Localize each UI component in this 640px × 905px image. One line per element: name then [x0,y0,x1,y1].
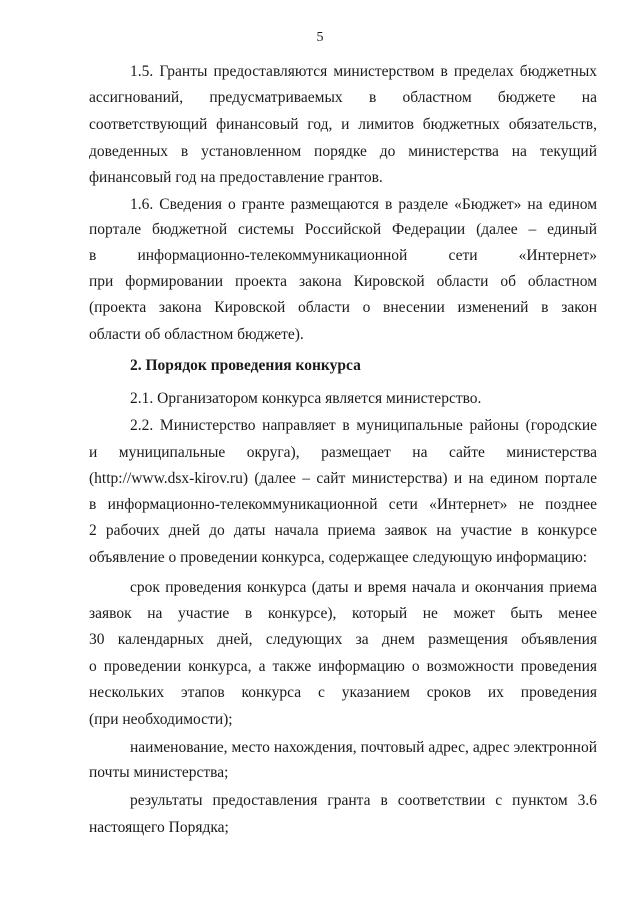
text-line: результаты предоставления гранта в соответствии с пунктом 3.6 [130,792,597,809]
text-line: доведенных в установленном порядке до министерства на текущий [89,143,597,160]
text-line: в информационно-телекоммуникационной сети «Интернет» [89,247,597,264]
text-line: при формировании проекта закона Кировской области об областном [89,273,597,290]
text-line: настоящего Порядка; [89,819,229,836]
text-line: 1.5. Гранты предоставляются министерством в пределах бюджетных [130,63,597,80]
text-line: почты министерства; [89,764,229,781]
text-line: объявление о проведении конкурса, содержащее следующую информацию: [89,549,588,566]
text-line: 1.6. Сведения о гранте размещаются в разделе «Бюджет» на едином [130,196,597,213]
text-line: о проведении конкурса, а также информацию о возможности проведения [89,658,597,675]
text-line: наименование, место нахождения, почтовый адрес, адрес электронной [130,739,597,756]
text-line: (проекта закона Кировской области о внесении изменений в закон [89,299,597,316]
text-line: 2.1. Организатором конкурса является министерство. [130,390,482,407]
text-line: и муниципальные округа), размещает на сайте министерства [89,444,597,461]
text-line: 2.2. Министерство направляет в муниципальные районы (городские [130,417,597,434]
text-line: соответствующий финансовый год, и лимитов бюджетных обязательств, [89,116,597,133]
section-heading: 2. Порядок проведения конкурса [130,357,361,374]
page-number: 5 [316,30,324,45]
text-line: (http://www.dsx-kirov.ru) (далее – сайт министерства) и на едином портале [89,470,597,487]
text-line: 30 календарных дней, следующих за днем размещения объявления [89,631,597,648]
text-line: заявок на участие в конкурсе), который не может быть менее [89,605,597,622]
text-line: (при необходимости); [89,711,233,728]
text-line: области об областном бюджете). [89,326,304,343]
text-line: портале бюджетной системы Российской Федерации (далее – единый [89,221,597,238]
text-line: в информационно-телекоммуникационной сети «Интернет» не позднее [89,496,597,513]
text-line: срок проведения конкурса (даты и время начала и окончания приема [130,579,597,596]
text-line: ассигнований, предусматриваемых в областном бюджете на [89,89,597,106]
text-line: 2 рабочих дней до даты начала приема заявок на участие в конкурсе [89,522,597,539]
text-line: нескольких этапов конкурса с указанием сроков их проведения [89,684,597,701]
text-line: финансовый год на предоставление грантов. [89,169,383,186]
